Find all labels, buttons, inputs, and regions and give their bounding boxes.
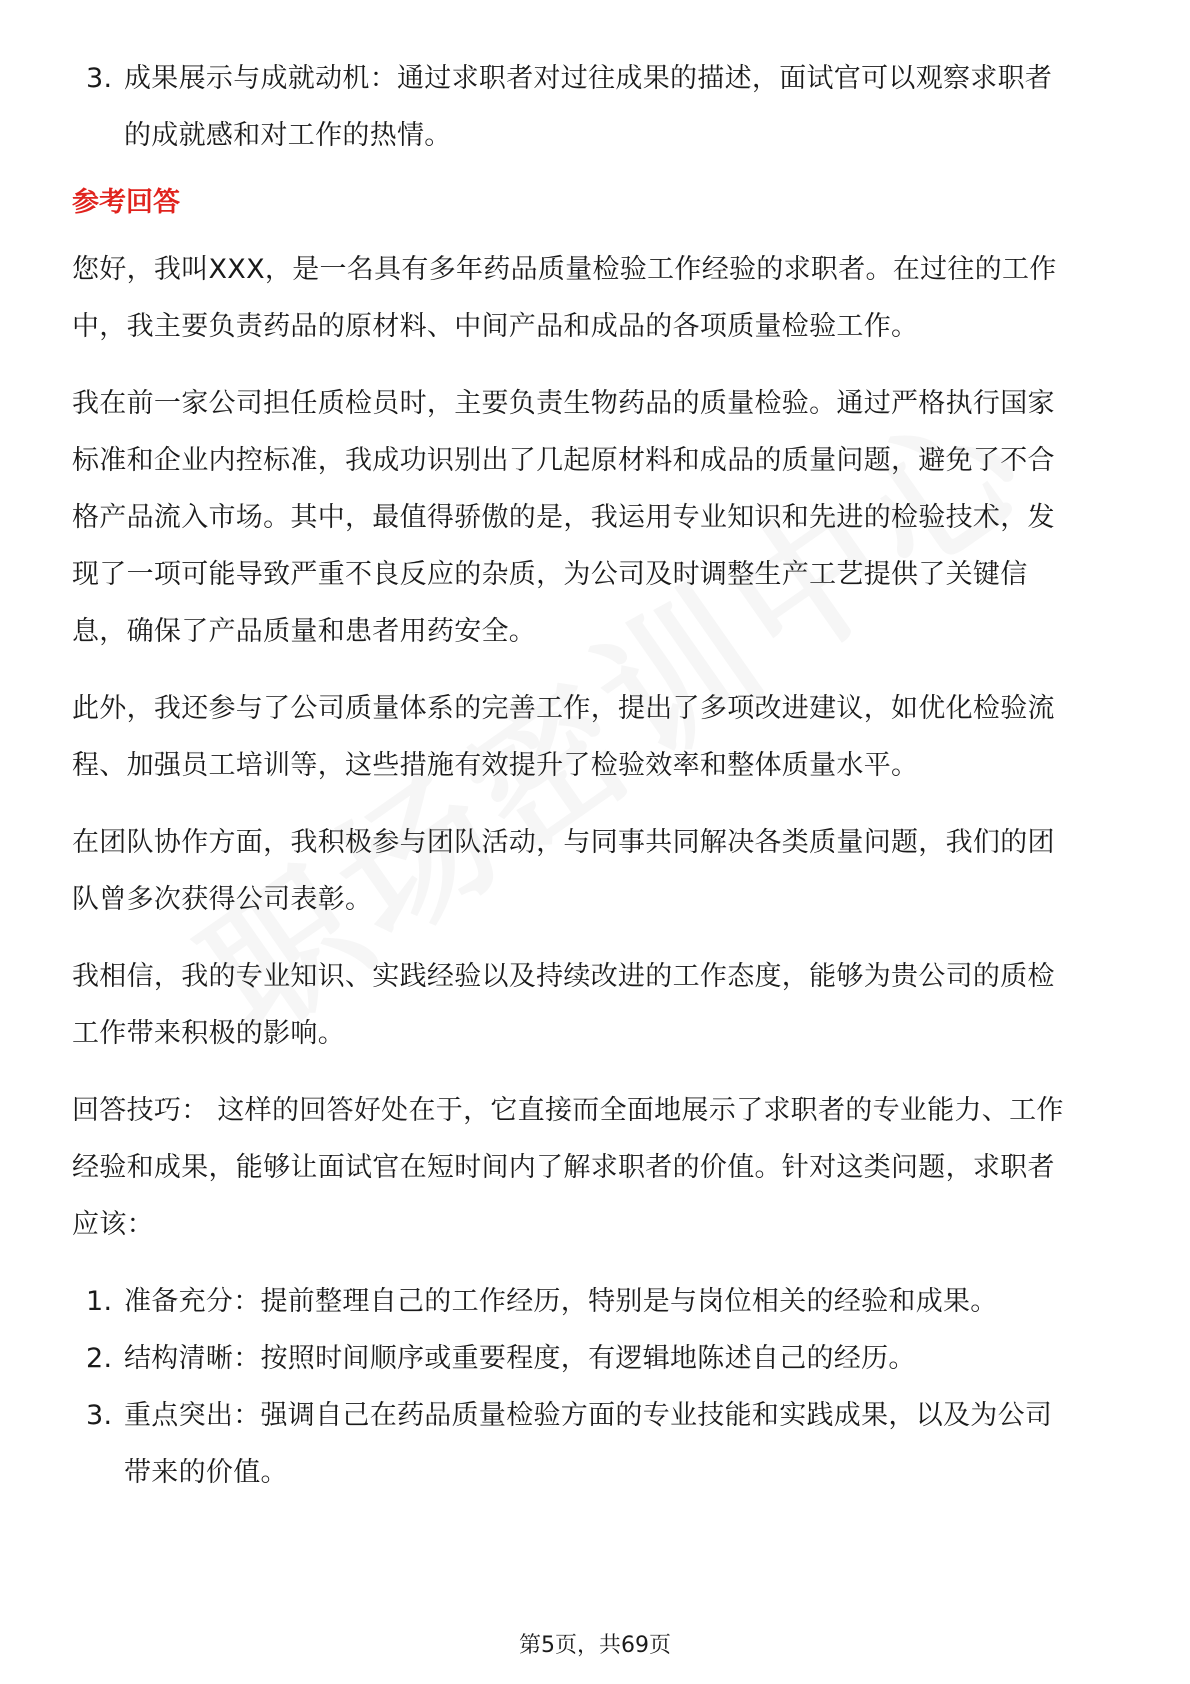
list-text-line: 结构清晰：按照时间顺序或重要程度，有逻辑地陈述自己的经历。 [124, 1343, 916, 1374]
paragraph-experience [72, 375, 1122, 660]
tips-list [72, 1273, 1122, 1501]
paragraph-tips [72, 1082, 1122, 1253]
paragraph-line: 我相信，我的专业知识、实践经验以及持续改进的工作态度，能够为贵公司的质检 [72, 961, 1055, 992]
paragraph-line: 此外，我还参与了公司质量体系的完善工作，提出了多项改进建议，如优化检验流 [72, 693, 1055, 724]
paragraph-line: 息，确保了产品质量和患者用药安全。 [72, 616, 537, 647]
paragraph-line: 程、加强员工培训等，这些措施有效提升了检验效率和整体质量水平。 [72, 750, 919, 781]
list-item [72, 1330, 1122, 1387]
paragraph-line: 标准和企业内控标准，我成功识别出了几起原材料和成品的质量问题，避免了不合 [72, 445, 1055, 476]
list-number: 2. [86, 1343, 113, 1374]
list-item [72, 1273, 1122, 1330]
list-text-line: 带来的价值。 [124, 1457, 288, 1488]
paragraph-improvement [72, 680, 1122, 794]
document-page [72, 50, 1122, 1501]
list-item [72, 50, 1122, 164]
list-text-line: 准备充分：提前整理自己的工作经历，特别是与岗位相关的经验和成果。 [124, 1286, 998, 1317]
list-number: 3. [86, 1400, 113, 1431]
list-item [72, 1387, 1122, 1501]
page-footer: 第5页，共69页 [519, 1633, 671, 1658]
paragraph-teamwork [72, 814, 1122, 928]
list-number: 1. [86, 1286, 113, 1317]
paragraph-line: 回答技巧： 这样的回答好处在于，它直接而全面地展示了求职者的专业能力、工作 [72, 1095, 1064, 1126]
paragraph-conclusion [72, 948, 1122, 1062]
list-text-line: 重点突出：强调自己在药品质量检验方面的专业技能和实践成果，以及为公司 [124, 1400, 1053, 1431]
list-text-line: 成果展示与成就动机：通过求职者对过往成果的描述，面试官可以观察求职者 [124, 63, 1053, 94]
paragraph-line: 现了一项可能导致严重不良反应的杂质，为公司及时调整生产工艺提供了关键信 [72, 559, 1028, 590]
paragraph-line: 在团队协作方面，我积极参与团队活动，与同事共同解决各类质量问题，我们的团 [72, 827, 1055, 858]
top-list [72, 50, 1122, 164]
paragraph-line: 您好，我叫XXX，是一名具有多年药品质量检验工作经验的求职者。在过往的工作 [72, 254, 1057, 285]
paragraph-line: 经验和成果，能够让面试官在短时间内了解求职者的价值。针对这类问题，求职者 [72, 1152, 1055, 1183]
paragraph-line: 工作带来积极的影响。 [72, 1018, 345, 1049]
paragraph-line: 格产品流入市场。其中，最值得骄傲的是，我运用专业知识和先进的检验技术，发 [72, 502, 1055, 533]
list-text-line: 的成就感和对工作的热情。 [124, 120, 452, 151]
list-number: 3. [86, 63, 113, 94]
paragraph-line: 应该： [72, 1209, 154, 1240]
paragraph-line: 我在前一家公司担任质检员时，主要负责生物药品的质量检验。通过严格执行国家 [72, 388, 1055, 419]
paragraph-line: 中，我主要负责药品的原材料、中间产品和成品的各项质量检验工作。 [72, 311, 919, 342]
section-heading: 参考回答 [72, 187, 180, 218]
paragraph-intro [72, 241, 1122, 355]
paragraph-line: 队曾多次获得公司表彰。 [72, 884, 373, 915]
